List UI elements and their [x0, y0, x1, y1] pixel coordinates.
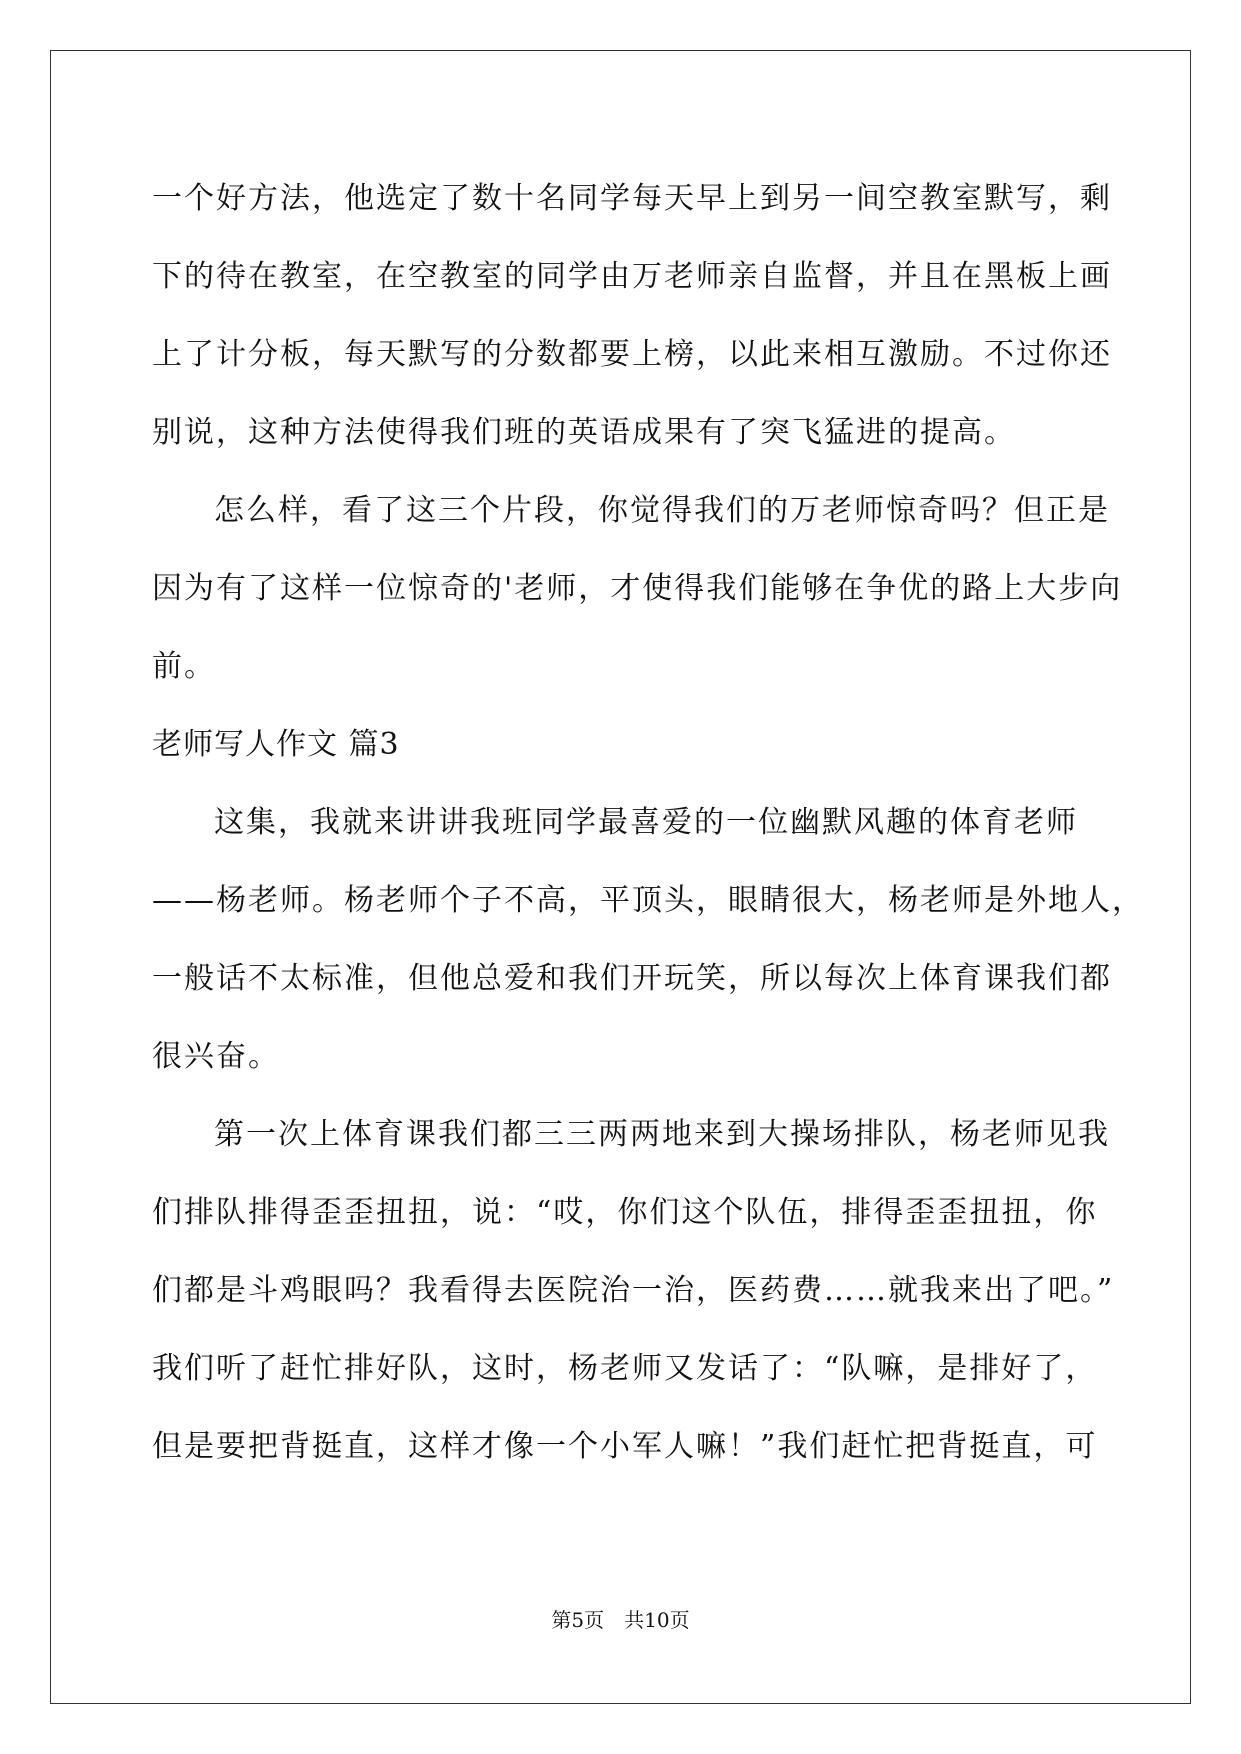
text-line: 一般话不太标准，但他总爱和我们开玩笑，所以每次上体育课我们都	[152, 961, 1112, 996]
page-number: 第5页 共10页	[551, 1608, 690, 1632]
text-line: 们都是斗鸡眼吗？我看得去医院治一治，医药费……就我来出了吧。”	[152, 1273, 1115, 1308]
text-line: 但是要把背挺直，这样才像一个小军人嘛！”我们赶忙把背挺直，可	[152, 1429, 1098, 1464]
text-line: 一个好方法，他选定了数十名同学每天早上到另一间空教室默写，剩	[152, 181, 1112, 216]
section-heading: 老师写人作文 篇3	[152, 727, 400, 762]
document-body	[152, 160, 1144, 1486]
paragraph-start-line: 这集，我就来讲讲我班同学最喜爱的一位幽默风趣的体育老师	[214, 805, 1078, 840]
text-line: 上了计分板，每天默写的分数都要上榜，以此来相互激励。不过你还	[152, 337, 1112, 372]
text-line: 下的待在教室，在空教室的同学由万老师亲自监督，并且在黑板上画	[152, 259, 1112, 294]
paragraph-start-line: 怎么样，看了这三个片段，你觉得我们的万老师惊奇吗？但正是	[214, 493, 1110, 528]
text-line: 们排队排得歪歪扭扭，说：“哎，你们这个队伍，排得歪歪扭扭，你	[152, 1195, 1098, 1230]
text-line: 因为有了这样一位惊奇的'老师，才使得我们能够在争优的路上大步向	[152, 571, 1123, 606]
text-line: 我们听了赶忙排好队，这时，杨老师又发话了：“队嘛，是排好了，	[152, 1351, 1098, 1386]
text-line: ——杨老师。杨老师个子不高，平顶头，眼睛很大，杨老师是外地人，	[152, 883, 1144, 918]
text-line: 别说，这种方法使得我们班的英语成果有了突飞猛进的提高。	[152, 415, 1016, 450]
paragraph-start-line: 第一次上体育课我们都三三两两地来到大操场排队，杨老师见我	[214, 1117, 1110, 1152]
text-line: 很兴奋。	[152, 1039, 280, 1074]
text-line: 前。	[152, 649, 216, 684]
